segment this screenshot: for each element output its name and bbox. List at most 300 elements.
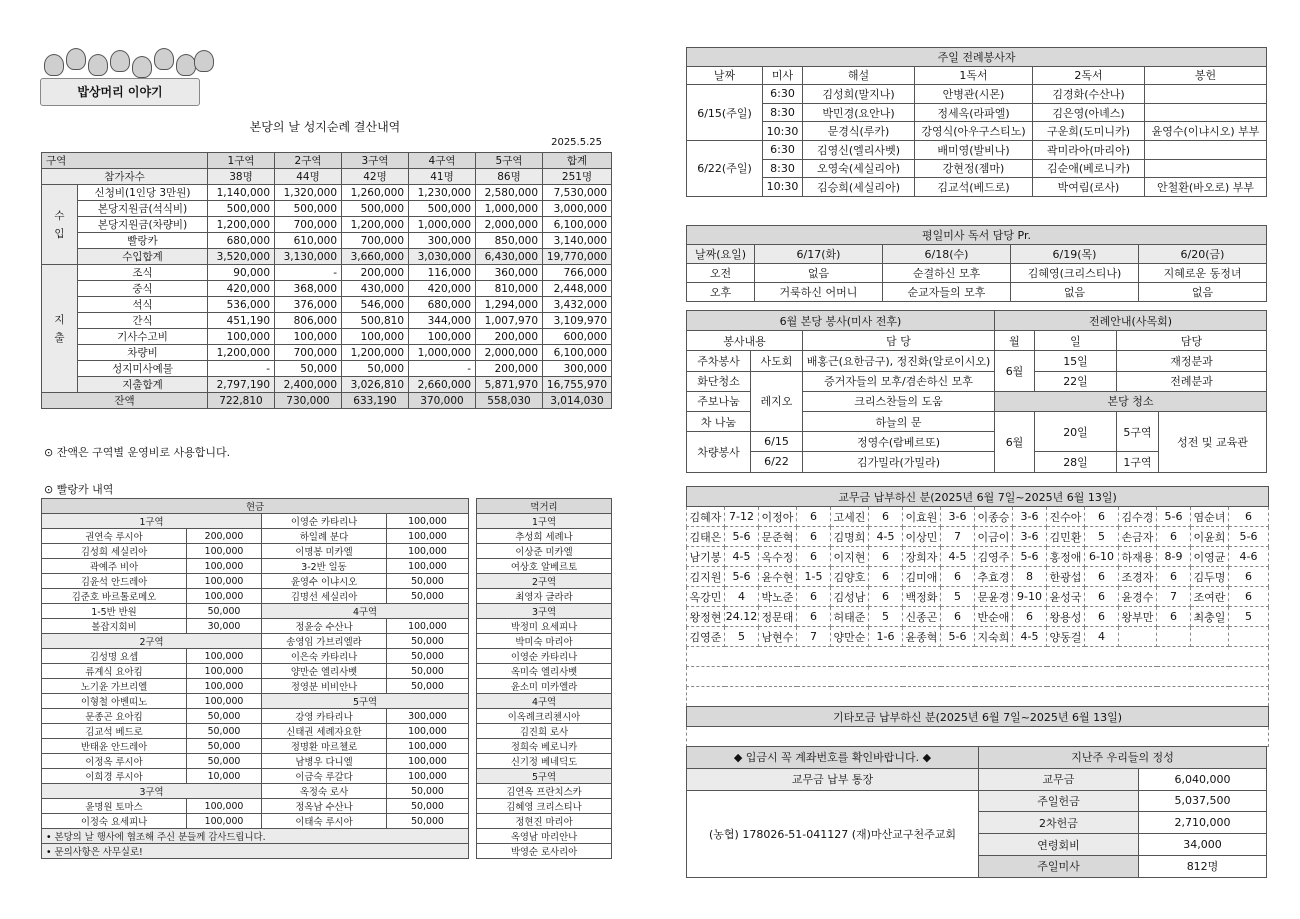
contribution-months: 6 <box>797 587 831 607</box>
donor-amount: 50,000 <box>387 814 469 829</box>
sunday-rows <box>687 85 1267 197</box>
income-section <box>42 185 612 265</box>
contribution-months: 8 <box>1013 567 1047 587</box>
contribution-months: 3-6 <box>941 507 975 527</box>
contribution-months: 5 <box>941 587 975 607</box>
cash-header: 현금 <box>42 499 469 514</box>
row-label: 기사수고비 <box>78 329 208 345</box>
meal-donor: 박미숙 마리아 <box>477 634 612 649</box>
cell: 6,100,000 <box>543 217 612 233</box>
contribution-months: 6 <box>1229 587 1269 607</box>
sunday-row <box>687 159 1267 178</box>
contribution-months: 3-6 <box>1013 507 1047 527</box>
contribution-months: 3-6 <box>1013 527 1047 547</box>
server-cell: 곽미라아(마리아) <box>1033 140 1145 159</box>
contribution-months: 7 <box>797 627 831 647</box>
row-label: 성지미사예물 <box>78 361 208 377</box>
contributor-name <box>1191 627 1229 647</box>
donor-name: 볼잡지회비 <box>42 619 187 634</box>
side-label-char: 입 <box>54 228 65 240</box>
liturgy-guide-title: 전례안내(사목회) <box>995 311 1267 331</box>
cell: 1,007,970 <box>476 313 543 329</box>
income-row <box>42 217 612 233</box>
cell: 3,109,970 <box>543 313 612 329</box>
donor-amount: 100,000 <box>387 619 469 634</box>
server-cell: 오영숙(세실리아) <box>803 159 915 178</box>
donor-amount: 100,000 <box>387 544 469 559</box>
thanks-note: • 본당의 날 행사에 협조해 주신 분들께 감사드립니다. <box>42 829 469 844</box>
contributor-name: 손금자 <box>1119 527 1157 547</box>
expense-row <box>42 361 612 377</box>
contribution-months: 8-9 <box>1157 547 1191 567</box>
meal-donor: 박영순 로사리아 <box>477 844 612 859</box>
row-label: 주차봉사 <box>687 351 751 371</box>
cell: 3,520,000 <box>208 249 275 265</box>
mass-time: 10:30 <box>763 122 803 141</box>
header-cell: 담당 <box>1117 331 1267 351</box>
contribution-months: 5 <box>725 627 759 647</box>
donor-amount: 100,000 <box>187 799 262 814</box>
cell: 368,000 <box>275 281 342 297</box>
meal-donor: 김연옥 프란치스카 <box>477 784 612 799</box>
palanca-row <box>42 634 612 649</box>
row-label: 참가자수 <box>42 169 208 185</box>
contribution-months: 4 <box>725 587 759 607</box>
district-header: 5구역 <box>262 694 469 709</box>
palanca-rows <box>42 514 612 829</box>
contributor-name: 왕용성 <box>1047 607 1085 627</box>
donor-name: 김명선 세실리아 <box>262 589 387 604</box>
header-cell: 4구역 <box>409 153 476 169</box>
row-label: 본당지원금(석식비) <box>78 201 208 217</box>
expense-row <box>42 329 612 345</box>
row-label: 차 나눔 <box>687 411 751 431</box>
cell: 김혜영(크리스티나) <box>1011 264 1139 283</box>
offering-value: 6,040,000 <box>1139 768 1267 790</box>
cell: 3,130,000 <box>275 249 342 265</box>
cell: 116,000 <box>409 265 476 281</box>
contribution-months: 6 <box>869 547 903 567</box>
contributor-name: 윤수현 <box>759 567 797 587</box>
offering-value: 812명 <box>1139 855 1267 877</box>
cell: 500,000 <box>208 201 275 217</box>
donor-amount: 100,000 <box>187 559 262 574</box>
server-cell: 강영식(아우구스티노) <box>915 122 1033 141</box>
cell: 100,000 <box>275 329 342 345</box>
cell: 김가밀라(가밀라) <box>803 452 995 472</box>
palanca-row <box>42 589 612 604</box>
donor-amount: 100,000 <box>187 679 262 694</box>
donor-amount: 10,000 <box>187 769 262 784</box>
cell: 600,000 <box>543 329 612 345</box>
cell: 680,000 <box>208 233 275 249</box>
donor-name: 양만순 엘리사벳 <box>262 664 387 679</box>
donor-amount: 100,000 <box>187 664 262 679</box>
cell: 2,400,000 <box>275 377 342 393</box>
header-cell: 3구역 <box>342 153 409 169</box>
palanca-row <box>42 739 612 754</box>
palanca-row <box>42 574 612 589</box>
cell: 42명 <box>342 169 409 185</box>
expense-row <box>42 281 612 297</box>
contribution-months: 4-5 <box>725 547 759 567</box>
cell: 2,660,000 <box>409 377 476 393</box>
cell: 1,200,000 <box>208 217 275 233</box>
header-cell: 합계 <box>543 153 612 169</box>
cell: 376,000 <box>275 297 342 313</box>
cell: 28일 <box>1035 452 1117 472</box>
cell: 순결하신 모후 <box>883 264 1011 283</box>
contribution-months: 6 <box>869 587 903 607</box>
contributor-name: 이금이 <box>975 527 1013 547</box>
contribution-months: 4-5 <box>941 547 975 567</box>
donor-amount: 50,000 <box>387 574 469 589</box>
expense-row <box>42 345 612 361</box>
server-cell: 배미영(발비나) <box>915 140 1033 159</box>
cell: 806,000 <box>275 313 342 329</box>
side-label-char: 수 <box>54 210 65 222</box>
meal-district-header: 3구역 <box>477 604 612 619</box>
row-label: 주보나눔 <box>687 391 751 411</box>
contribution-months: 6 <box>1157 527 1191 547</box>
cell: 360,000 <box>476 265 543 281</box>
expense-row <box>42 297 612 313</box>
contributor-name: 이상민 <box>903 527 941 547</box>
contributor-name: 진수아 <box>1047 507 1085 527</box>
row-label: 본당지원금(차량비) <box>78 217 208 233</box>
donor-name: 1-5반 반원 <box>42 604 187 619</box>
donor-amount: 100,000 <box>187 649 262 664</box>
offering-label: 교무금 <box>979 768 1139 790</box>
cell: 500,810 <box>342 313 409 329</box>
income-total-row <box>42 249 612 265</box>
donor-amount: 100,000 <box>387 514 469 529</box>
contribution-months <box>1229 627 1269 647</box>
cell: 200,000 <box>342 265 409 281</box>
contribution-months: 6 <box>1085 507 1119 527</box>
server-cell: 김승희(세실리아) <box>803 178 915 197</box>
contributor-name: 이영균 <box>1191 547 1229 567</box>
palanca-row <box>42 619 612 634</box>
contribution-rows <box>687 507 1269 647</box>
cell: 3,000,000 <box>543 201 612 217</box>
contributor-name: 추효경 <box>975 567 1013 587</box>
row-label: 오후 <box>687 283 755 302</box>
cell: - <box>208 361 275 377</box>
donor-amount: 50,000 <box>187 724 262 739</box>
contribution-months: 4 <box>1085 627 1119 647</box>
donor-name: 옥정숙 로사 <box>262 784 387 799</box>
row-label: 조식 <box>78 265 208 281</box>
cell: 2,797,190 <box>208 377 275 393</box>
meal-district-header: 2구역 <box>477 574 612 589</box>
contribution-months: 6 <box>1229 567 1269 587</box>
cell: 1,294,000 <box>476 297 543 313</box>
contribution-months: 6 <box>1157 567 1191 587</box>
cell: 거룩하신 어머니 <box>755 283 883 302</box>
cell: 사도회 <box>751 351 803 371</box>
expense-row <box>42 313 612 329</box>
contributor-name: 왕부만 <box>1119 607 1157 627</box>
donor-name: 하일례 분다 <box>262 529 387 544</box>
settlement-table <box>41 152 612 409</box>
contribution-months: 1-5 <box>797 567 831 587</box>
row-label: 석식 <box>78 297 208 313</box>
donor-name: 김준호 바르톨로메오 <box>42 589 187 604</box>
contributor-name: 박노준 <box>759 587 797 607</box>
cell: 2,580,000 <box>476 185 543 201</box>
header-cell: 6/18(수) <box>883 245 1011 264</box>
header-cell: 봉사내용 <box>687 331 803 351</box>
contribution-months: 6 <box>941 607 975 627</box>
cell: 700,000 <box>342 233 409 249</box>
meal-donor: 옥미숙 엘리사벳 <box>477 664 612 679</box>
donor-name: 이은숙 카타리나 <box>262 649 387 664</box>
donor-name: 이형철 아벤띠노 <box>42 694 187 709</box>
cell: 610,000 <box>275 233 342 249</box>
server-cell: 안철환(바오로) 부부 <box>1145 178 1267 197</box>
cell: 7,530,000 <box>543 185 612 201</box>
donor-amount: 100,000 <box>187 694 262 709</box>
donor-amount: 50,000 <box>187 754 262 769</box>
contributor-name: 김명희 <box>831 527 869 547</box>
donor-amount: 50,000 <box>387 799 469 814</box>
contributor-name <box>1119 627 1157 647</box>
settlement-header-row <box>42 153 612 169</box>
contribution-months: 6 <box>1157 607 1191 627</box>
contribution-months: 6 <box>941 567 975 587</box>
donor-name: 이정옥 루시아 <box>42 754 187 769</box>
contributor-name: 김민환 <box>1047 527 1085 547</box>
mass-time: 8:30 <box>763 103 803 122</box>
contribution-months: 6 <box>797 547 831 567</box>
contributor-name: 김수경 <box>1119 507 1157 527</box>
mass-time: 6:30 <box>763 140 803 159</box>
contribution-months: 7-12 <box>725 507 759 527</box>
cell: 19,770,000 <box>543 249 612 265</box>
contributor-name: 옥수정 <box>759 547 797 567</box>
contribution-months: 6 <box>1085 607 1119 627</box>
contributor-name: 김혜자 <box>687 507 725 527</box>
contributor-name: 김지원 <box>687 567 725 587</box>
contribution-months: 5-6 <box>725 567 759 587</box>
contributor-name: 최충일 <box>1191 607 1229 627</box>
cell: 6/22 <box>751 452 803 472</box>
contributor-name: 문윤경 <box>975 587 1013 607</box>
expense-section <box>42 265 612 393</box>
row-label: 수입합계 <box>78 249 208 265</box>
row-label: 차량비 <box>78 345 208 361</box>
contributor-name: 백정화 <box>903 587 941 607</box>
palanca-row <box>42 709 612 724</box>
contribution-row <box>687 587 1269 607</box>
header-cell: 1독서 <box>915 66 1033 85</box>
contributor-name: 반순애 <box>975 607 1013 627</box>
cell: 500,000 <box>342 201 409 217</box>
contributor-name: 염순녀 <box>1191 507 1229 527</box>
cleaning-title: 본당 청소 <box>995 391 1267 411</box>
cell: 500,000 <box>275 201 342 217</box>
weekday-title: 평일미사 독서 담당 Pr. <box>687 226 1267 245</box>
contribution-months: 4-5 <box>1013 627 1047 647</box>
cell: 558,030 <box>476 393 543 409</box>
row-label: 중식 <box>78 281 208 297</box>
meal-donor: 여상호 알베르토 <box>477 559 612 574</box>
contribution-months <box>1157 627 1191 647</box>
contributor-name: 양만순 <box>831 627 869 647</box>
cell: 451,190 <box>208 313 275 329</box>
header-cell: 6/17(화) <box>755 245 883 264</box>
donor-name: 김윤석 안드레아 <box>42 574 187 589</box>
cell: 38명 <box>208 169 275 185</box>
meal-donor: 이영순 카타리나 <box>477 649 612 664</box>
contributor-name: 홍정애 <box>1047 547 1085 567</box>
donor-name: 권연숙 루시아 <box>42 529 187 544</box>
server-cell <box>1145 85 1267 104</box>
palanca-row <box>42 679 612 694</box>
meal-donor: 윤소미 미카엘라 <box>477 679 612 694</box>
row-label: 화단청소 <box>687 371 751 391</box>
contribution-row <box>687 527 1269 547</box>
donor-amount: 50,000 <box>187 604 262 619</box>
donor-amount: 100,000 <box>187 814 262 829</box>
contributor-name: 허태준 <box>831 607 869 627</box>
donor-name: 정옥남 수산나 <box>262 799 387 814</box>
header-cell: 일 <box>1035 331 1117 351</box>
contributor-name: 한광섭 <box>1047 567 1085 587</box>
donor-amount: 50,000 <box>387 784 469 799</box>
cell: 2,448,000 <box>543 281 612 297</box>
server-cell: 정세옥(라파엘) <box>915 103 1033 122</box>
donor-name: 이명봉 미카엘 <box>262 544 387 559</box>
donor-name: 남병우 다니엘 <box>262 754 387 769</box>
contribution-months: 6 <box>797 507 831 527</box>
row-label: 잔액 <box>42 393 208 409</box>
donor-amount: 50,000 <box>387 649 469 664</box>
cell: 없음 <box>1011 283 1139 302</box>
header-cell: 해설 <box>803 66 915 85</box>
contributor-name: 옥강민 <box>687 587 725 607</box>
server-cell <box>1145 103 1267 122</box>
contributor-name: 김영주 <box>975 547 1013 567</box>
district-header: 2구역 <box>42 634 262 649</box>
cell: 3,432,000 <box>543 297 612 313</box>
contribution-months: 6 <box>797 607 831 627</box>
contributor-name: 이지현 <box>831 547 869 567</box>
contribution-row <box>687 627 1269 647</box>
meal-district-header: 1구역 <box>477 514 612 529</box>
donor-amount: 50,000 <box>387 589 469 604</box>
server-cell: 김순애(베로니카) <box>1033 159 1145 178</box>
contribution-months: 5 <box>1085 527 1119 547</box>
meal-district-header: 4구역 <box>477 694 612 709</box>
contributor-name: 정문태 <box>759 607 797 627</box>
palanca-row <box>42 694 612 709</box>
cell: 700,000 <box>275 217 342 233</box>
cell: 1,140,000 <box>208 185 275 201</box>
cell: 86명 <box>476 169 543 185</box>
contributor-name: 양동걸 <box>1047 627 1085 647</box>
offering-title: 지난주 우리들의 정성 <box>979 747 1267 769</box>
cell: 722,810 <box>208 393 275 409</box>
offering-value: 2,710,000 <box>1139 812 1267 834</box>
contributor-name: 김두명 <box>1191 567 1229 587</box>
meal-header: 먹거리 <box>477 499 612 514</box>
meal-donor: 신기정 베네딕도 <box>477 754 612 769</box>
june-service-table <box>686 310 1267 473</box>
donor-amount: 100,000 <box>387 739 469 754</box>
server-cell: 박민경(요안나) <box>803 103 915 122</box>
cell: 6월 <box>995 351 1035 391</box>
contributor-name: 윤성국 <box>1047 587 1085 607</box>
sunday-row <box>687 103 1267 122</box>
palanca-row <box>42 814 612 829</box>
cell: 420,000 <box>409 281 476 297</box>
palanca-row <box>42 724 612 739</box>
server-cell: 강현정(젬마) <box>915 159 1033 178</box>
row-label: 신청비(1인당 3만원) <box>78 185 208 201</box>
contributor-name: 조여란 <box>1191 587 1229 607</box>
cell: 3,030,000 <box>409 249 476 265</box>
header-cell: 1구역 <box>208 153 275 169</box>
contributor-name: 조경자 <box>1119 567 1157 587</box>
server-cell <box>1145 159 1267 178</box>
contributor-name: 남기봉 <box>687 547 725 567</box>
cell: 730,000 <box>275 393 342 409</box>
income-row <box>42 201 612 217</box>
server-cell: 윤영수(이냐시오) 부부 <box>1145 122 1267 141</box>
contributor-name: 윤경수 <box>1119 587 1157 607</box>
header-cell: 2독서 <box>1033 66 1145 85</box>
contributor-name: 김태은 <box>687 527 725 547</box>
cell: 22일 <box>1035 371 1117 391</box>
contributor-name: 이효원 <box>903 507 941 527</box>
donor-amount: 50,000 <box>187 739 262 754</box>
contributor-name: 지숙희 <box>975 627 1013 647</box>
cell: 정영수(람베르또) <box>803 432 995 452</box>
contribution-months: 6-10 <box>1085 547 1119 567</box>
donor-amount: 100,000 <box>387 559 469 574</box>
palanca-table <box>41 498 612 859</box>
donor-name: 이태숙 루시아 <box>262 814 387 829</box>
side-label-char: 출 <box>54 332 65 344</box>
palanca-row <box>42 529 612 544</box>
donor-name: 정명환 마르첼로 <box>262 739 387 754</box>
donor-amount: 300,000 <box>387 709 469 724</box>
server-cell: 안병관(시몬) <box>915 85 1033 104</box>
header-cell: 월 <box>995 331 1035 351</box>
cell: 2,000,000 <box>476 345 543 361</box>
contributor-name: 하재용 <box>1119 547 1157 567</box>
logo-text: 밥상머리 이야기 <box>40 78 200 106</box>
side-label-char: 지 <box>54 314 65 326</box>
cell: 6월 <box>995 411 1035 472</box>
cell: 크리스찬들의 도움 <box>803 391 995 411</box>
cell: 2,000,000 <box>476 217 543 233</box>
donor-name: 문종곤 요아킴 <box>42 709 187 724</box>
meal-donor: 정현진 마리아 <box>477 814 612 829</box>
district-header: 1구역 <box>42 514 262 529</box>
account-number: (농협) 178026-51-041127 (재)마산교구천주교회 <box>687 790 979 877</box>
contribution-months: 4-6 <box>1229 547 1269 567</box>
balance-note: ⊙ 잔액은 구역별 운영비로 사용합니다. <box>44 446 231 459</box>
donor-name: 이금숙 루갈다 <box>262 769 387 784</box>
donor-amount: 200,000 <box>187 529 262 544</box>
contribution-title: 교무금 납부하신 분(2025년 6월 7일~2025년 6월 13일) <box>687 487 1269 507</box>
other-contribution-title: 기타모금 납부하신 분(2025년 6월 7일~2025년 6월 13일) <box>687 707 1269 727</box>
server-cell: 김경화(수산나) <box>1033 85 1145 104</box>
cell: 성전 및 교육관 <box>1159 411 1267 472</box>
